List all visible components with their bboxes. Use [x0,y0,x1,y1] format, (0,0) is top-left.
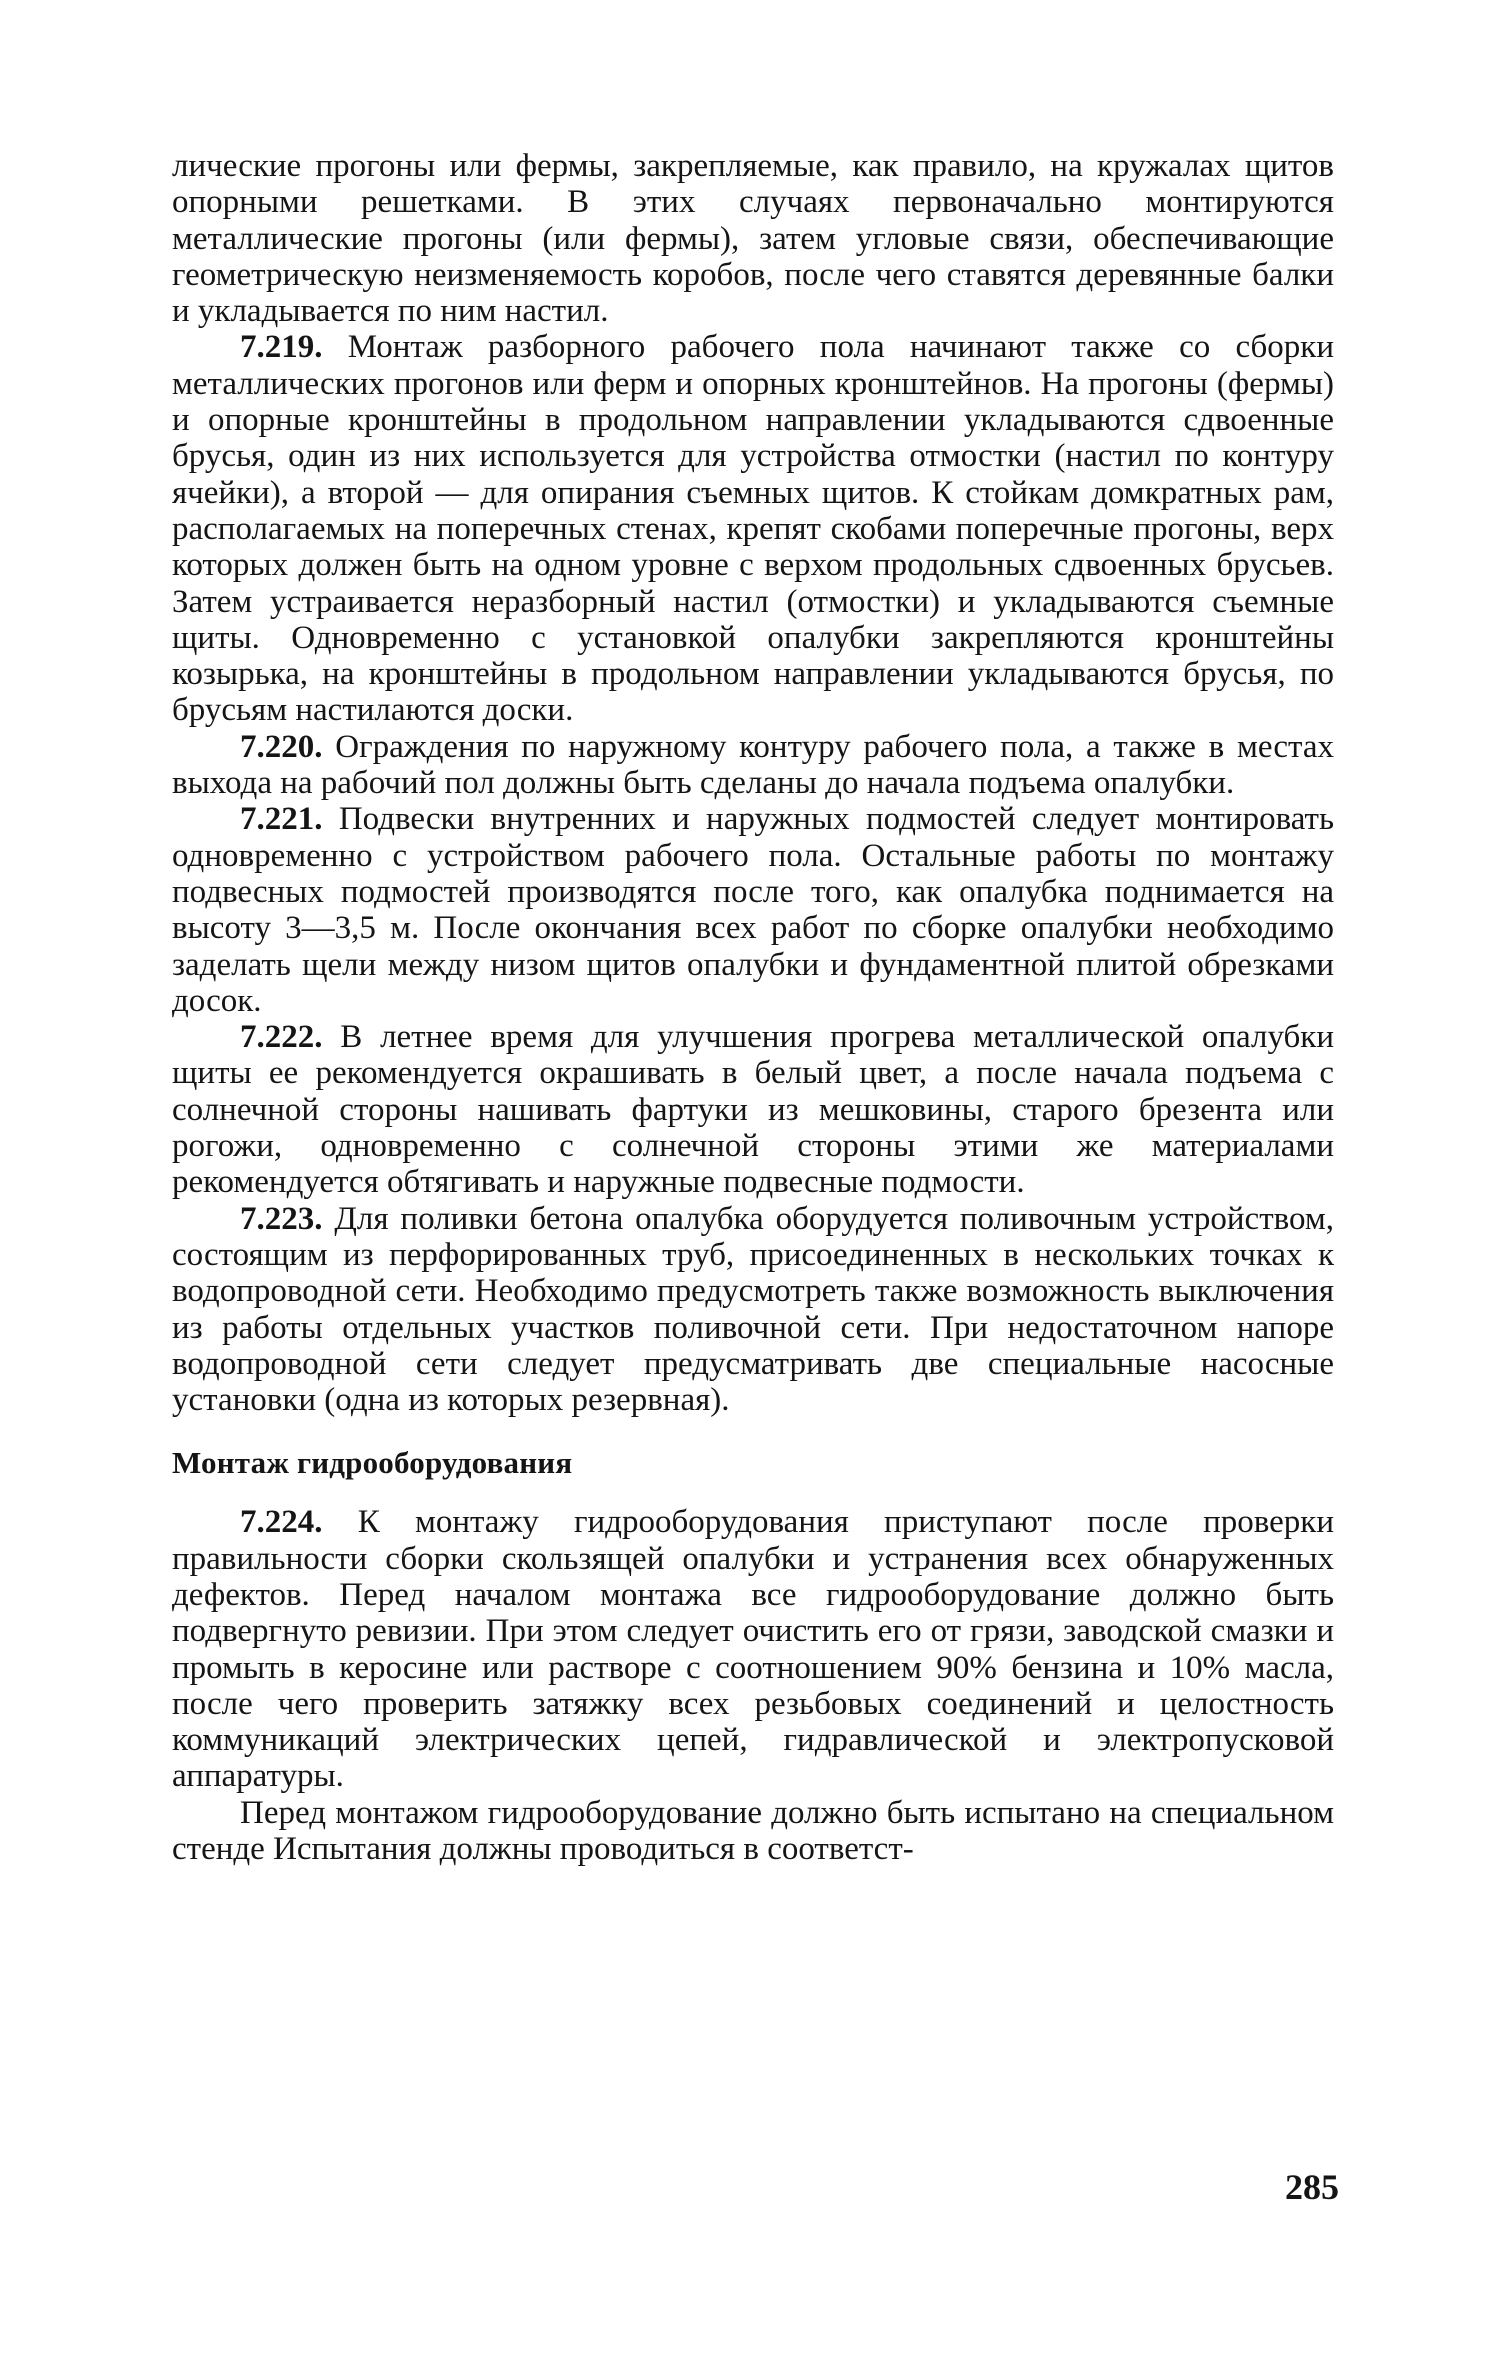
clause-number: 7.223. [240,1200,323,1237]
section-heading: Монтаж гидрооборудования [172,1445,573,1481]
paragraph-text: Для поливки бетона опалубка оборудуется поливочным устройством, состоящим из перфорированных труб, присоединенных в нескольких точках к водопроводной сети. Необходимо предусмотреть также возможность выключения из работы отдельных участков поливочной сети. При недостаточном напоре водопроводной сети следует предусматривать две специальные насосные установки (одна из которых резервная). [172,1200,1334,1419]
page-number: 285 [1285,2167,1339,2207]
paragraph-7-219 [172,329,1334,728]
paragraph-7-220 [172,729,1334,802]
paragraph-text: В летнее время для улучшения прогрева металлической опалубки щиты ее рекомендуется окрашивать в белый цвет, а после начала подъема с солнечной стороны нашивать фартуки из мешковины, старого брезента или рогожи, одновременно с солнечной стороны этими же материалами рекомендуется обтягивать и наружные подвесные подмости. [172,1019,1334,1201]
clause-number: 7.222. [240,1019,323,1056]
paragraph-text: Перед монтажом гидрооборудование должно быть испытано на специальном стенде Испытания должны проводиться в соответст- [172,1794,1334,1868]
paragraph-final [172,1795,1334,1868]
paragraph-7-223 [172,1201,1334,1419]
page-body [172,148,1334,1867]
clause-number: 7.219. [240,329,323,366]
paragraph-7-224 [172,1504,1334,1794]
paragraph-text: Ограждения по наружному контуру рабочего пола, а также в местах выхода на рабочий пол должны быть сделаны до начала подъема опалубки. [172,728,1334,802]
paragraph-continuation [172,148,1334,329]
paragraph-text: лические прогоны или фермы, закрепляемые, как правило, на кружалах щитов опорными решетками. В этих случаях первоначально монтируются металлические прогоны (или фермы), затем угловые связи, обеспечивающие геометрическую неизменяемость коробов, после чего ставятся деревянные балки и укладывается по ним настил. [172,148,1334,330]
paragraph-text: Подвески внутренних и наружных подмостей следует монтировать одновременно с устройством рабочего пола. Остальные работы по монтажу подвесных подмостей производятся после того, как опалубка поднимается на высоту 3—3,5 м. После окончания всех работ по сборке опалубки необходимо заделать щели между низом щитов опалубки и фундаментной плитой обрезками досок. [172,801,1334,1019]
clause-number: 7.221. [240,801,323,838]
clause-number: 7.220. [240,728,323,765]
clause-number: 7.224. [240,1504,323,1541]
paragraph-text: Монтаж разборного рабочего пола начинают также со сборки металлических прогонов или ферм и опорных кронштейнов. На прогоны (фермы) и опорные кронштейны в продольном направлении укладываются сдвоенные брусья, один из них используется для устройства отмостки (настил по контуру ячейки), а второй — для опирания съемных щитов. К стойкам домкратных рам, располагаемых на поперечных стенах, крепят скобами поперечные прогоны, верх которых должен быть на одном уровне с верхом продольных сдвоенных брусьев. Затем устраивается неразборный настил (отмостки) и укладываются съемные щиты. Одновременно с установкой опалубки закрепляются кронштейны козырька, на кронштейны в продольном направлении укладываются брусья, по брусьям настилаются доски. [172,329,1334,729]
paragraph-text: К монтажу гидрооборудования приступают после проверки правильности сборки скользящей опалубки и устранения всех обнаруженных дефектов. Перед началом монтажа все гидрооборудование должно быть подвергнуто ревизии. При этом следует очистить его от грязи, заводской смазки и промыть в керосине или растворе с соотношением 90% бензина и 10% масла, после чего проверить затяжку всех резьбовых соединений и целостность коммуникаций электрических цепей, гидравлической и электропусковой аппаратуры. [172,1504,1334,1795]
paragraph-7-221 [172,801,1334,1019]
paragraph-7-222 [172,1019,1334,1200]
